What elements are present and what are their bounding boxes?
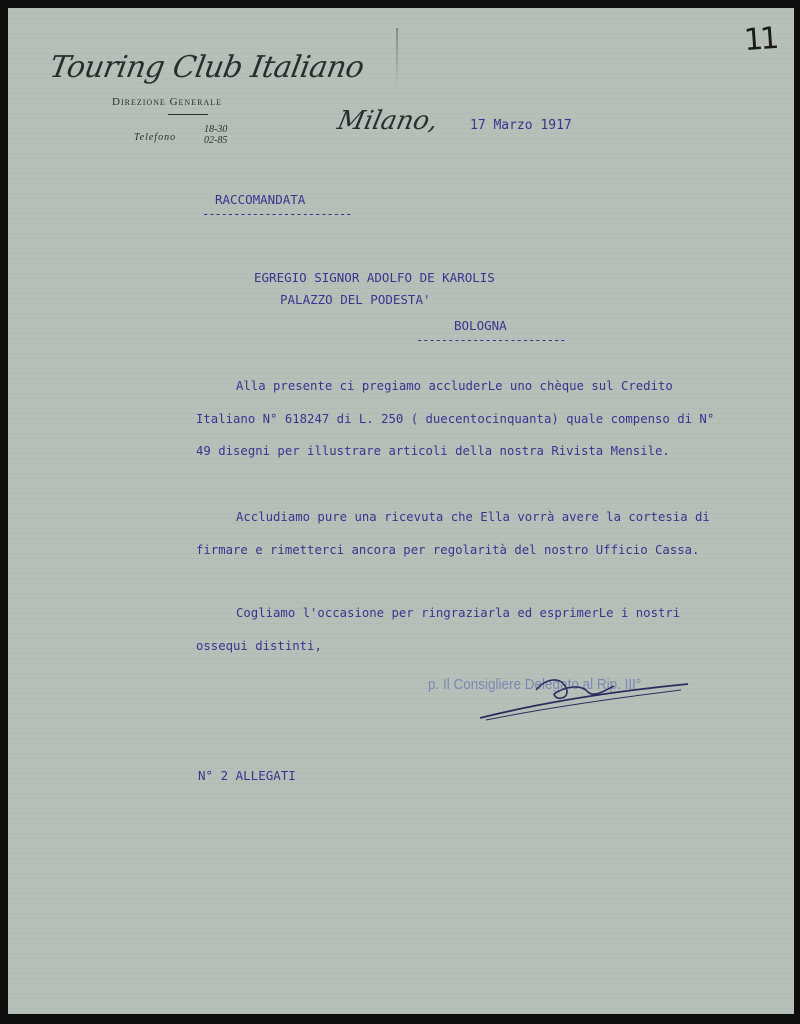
recipient-city: BOLOGNA [454,318,507,333]
telephone-number-1: 18-30 [204,124,228,135]
recipient-city-underline: ------------------------ [416,333,566,347]
body-paragraph-1-text: Alla presente ci pregiamo accluderLe uno chèque sul Credito Italiano N° 618247 di L. 250 ( duecentocinquanta) quale compenso di N° 49 disegni per illustrare articoli della nostra Rivista Mensile. [196,379,715,458]
body-paragraph-3 [196,597,736,662]
enclosures-note: N° 2 ALLEGATI [198,768,296,783]
place-name: Milano, [334,106,441,136]
recipient-name: EGREGIO SIGNOR ADOLFO DE KAROLIS [254,270,495,285]
letterhead-logo: Touring Club Italiano [46,50,367,85]
official-stamp: p. Il Consigliere Delegato al Rip. III° [428,676,642,693]
letter-page [8,8,794,1014]
body-paragraph-1 [196,370,736,468]
telephone-label: Telefono [134,132,177,143]
paper-fold-mark [396,28,398,88]
delivery-mode: RACCOMANDATA [215,192,306,207]
telephone-number-2: 02-85 [204,135,228,146]
body-paragraph-2-text: Accludiamo pure una ricevuta che Ella vorrà avere la cortesia di firmare e rimetterci ancora per regolarità del nostro Ufficio Cassa. [196,510,710,557]
handwritten-signature [476,668,706,728]
letter-date: 17 Marzo 1917 [470,118,572,133]
delivery-mode-underline: ------------------------ [202,207,352,221]
telephone-numbers [204,124,227,146]
body-paragraph-3-text: Cogliamo l'occasione per ringraziarla ed esprimerLe i nostri ossequi distinti, [196,606,681,653]
body-paragraph-2 [196,501,736,566]
letterhead-divider [168,114,208,115]
letterhead-department: Direzione Generale [112,96,222,108]
recipient-address: PALAZZO DEL PODESTA' [280,292,431,307]
archive-number: 11 [742,20,778,59]
